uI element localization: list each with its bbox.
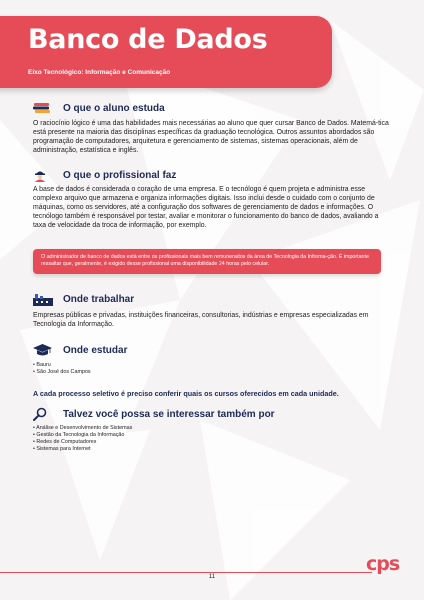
list-item: • Sistemas para Internet bbox=[33, 446, 132, 453]
section-title: O que o profissional faz bbox=[63, 169, 177, 181]
section-title: O que o aluno estuda bbox=[63, 102, 165, 114]
section-text: O raciocínio lógico é uma das habilidades mais necessárias ao aluno que quer cursar Banco de Dados. Matemá-tica está presente na maioria das disciplinas específicas da graduação tecnológica. Outros assuntos abordados são programação de computadores, arquitetura e gerenciamento de sistemas, sistemas operacionais, além de administração, estatística e inglês. bbox=[33, 120, 389, 154]
section-text: A base de dados é considerada o coração de uma empresa. E o tecnólogo é quem projeta e administra esse complexo arquivo que armazena e organiza informações digitais. Isso inclui desde o cuidado com o conjunto de máquinas, como os servidores, até a configuração dos softwares de gerenciamento de dados e informações. O tecnólogo também é responsável por testar, avaliar e monitorar o funcionamento do banco de dados, avaliando a taxa de velocidade da troca de informação, por exemplo. bbox=[33, 186, 379, 229]
list-item: • Bauru bbox=[33, 362, 91, 369]
related-courses-list bbox=[33, 425, 132, 453]
page-subtitle: Eixo Tecnológico: Informação e Comunicação bbox=[28, 69, 171, 76]
graduation-cap-icon bbox=[33, 343, 55, 357]
logo-text: cps bbox=[366, 553, 400, 575]
footer-divider bbox=[0, 572, 372, 573]
section-text: Empresas públicas e privadas, instituições financeiras, consultorias, indústrias e empresas especializadas em Tecnologia da Informação. bbox=[33, 312, 369, 328]
section-title: Onde trabalhar bbox=[63, 293, 135, 305]
section-title: Onde estudar bbox=[63, 344, 128, 356]
cps-logo bbox=[365, 552, 405, 576]
magnifier-icon bbox=[33, 407, 55, 421]
books-icon bbox=[33, 101, 55, 115]
worker-icon bbox=[33, 168, 55, 182]
list-item: • São José dos Campos bbox=[33, 369, 91, 376]
page-number: 11 bbox=[208, 574, 216, 580]
highlight-box bbox=[33, 249, 381, 274]
list-item: • Gestão da Tecnologia da Informação bbox=[33, 432, 132, 439]
list-item: • Análise e Desenvolvimento de Sistemas bbox=[33, 425, 132, 432]
factory-icon bbox=[33, 292, 55, 306]
section-title: Talvez você possa se interessar também por bbox=[63, 408, 275, 420]
highlight-text: O administrador de banco de dados está entre os profissionais mais bem remunerados da área de Tecnologia da Informa-ção. É importante ressaltar que, geralmente, é exigido desse profissional uma disponibilidade 24 horas pelo celular. bbox=[41, 254, 369, 267]
section-header-trabalhar bbox=[33, 292, 134, 306]
page-title: Banco de Dados bbox=[28, 24, 268, 55]
section-header-interessar bbox=[33, 407, 275, 421]
list-item: • Redes de Computadores bbox=[33, 439, 132, 446]
note-text: A cada processo seletivo é preciso conferir quais os cursos oferecidos em cada unidade. bbox=[33, 389, 339, 398]
section-header-aluno bbox=[33, 101, 165, 115]
campus-list bbox=[33, 362, 91, 376]
section-header-profissional bbox=[33, 168, 176, 182]
section-header-estudar bbox=[33, 343, 127, 357]
